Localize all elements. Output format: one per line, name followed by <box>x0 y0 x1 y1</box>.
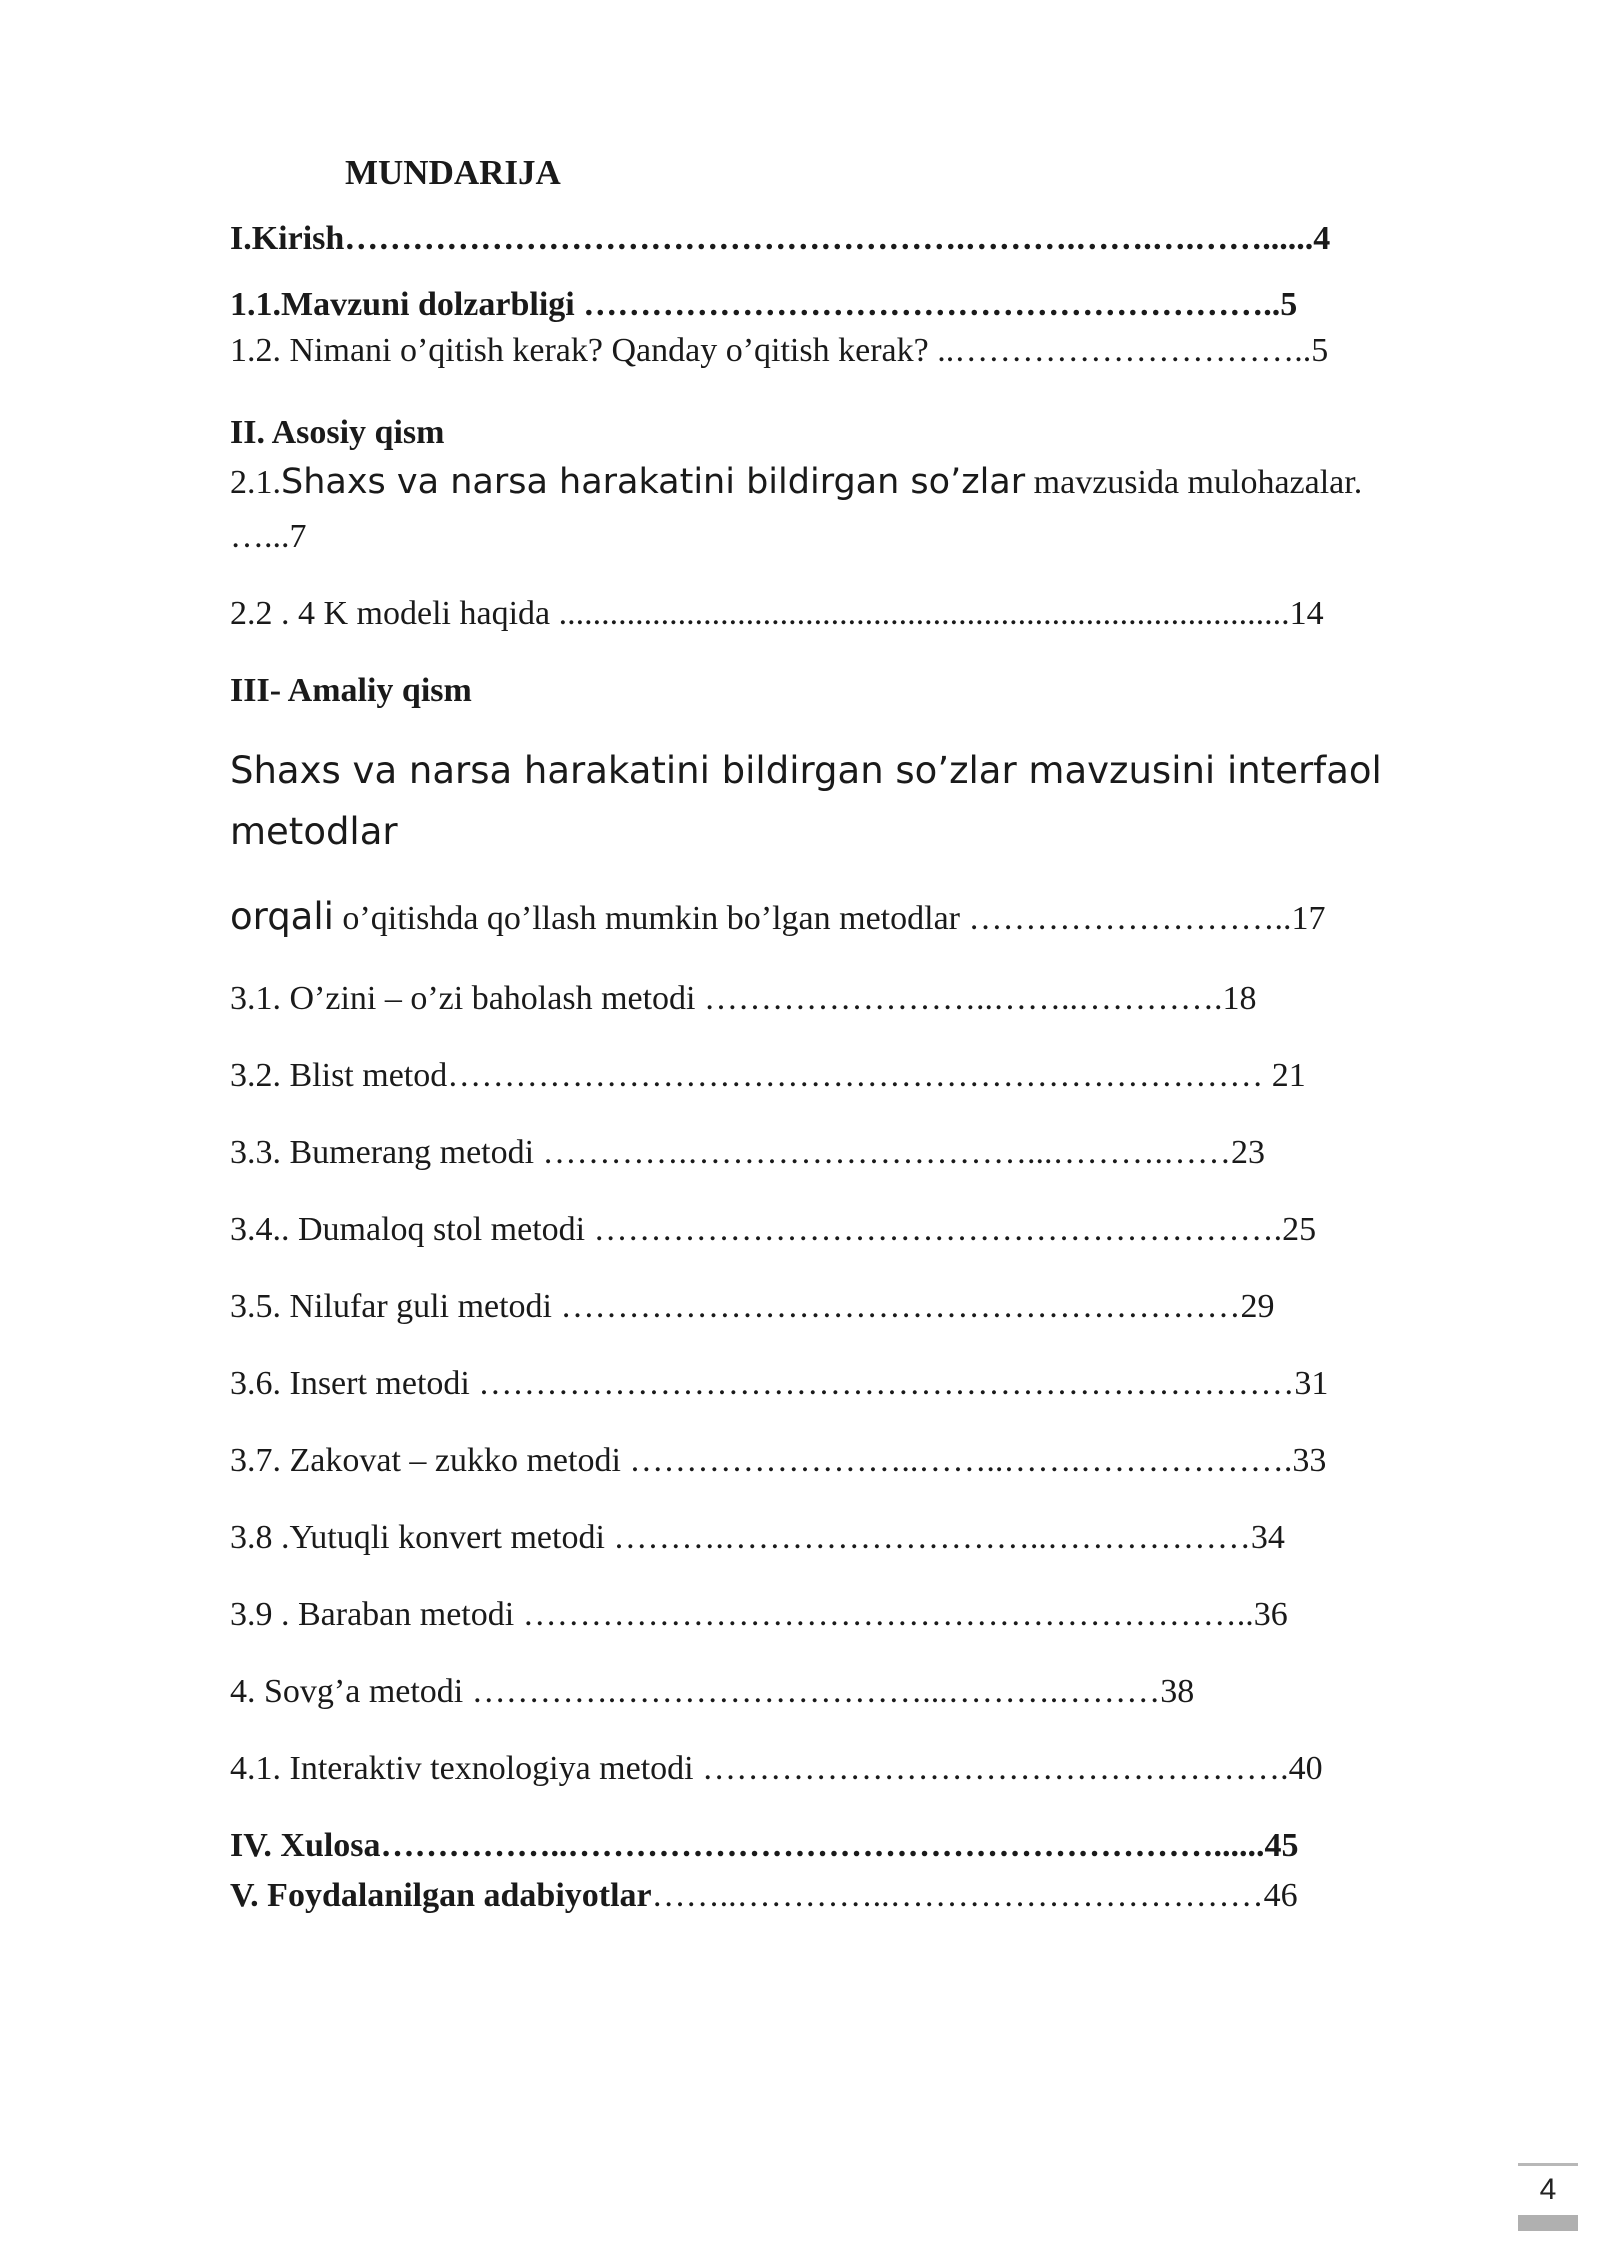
toc-entry-kirish: I.Kirish……………………………………………….……….…….….……......4 <box>230 220 1331 257</box>
toc-entry-adabiyotlar <box>230 1876 1298 1916</box>
toc-entry-xulosa: IV. Xulosa……………..…………………………………………………......45 <box>230 1827 1299 1864</box>
toc-entry-3-3: 3.3. Bumerang metodi ………….…………………………...……….……23 <box>230 1134 1266 1171</box>
toc-section-asosiy-qism: II. Asosiy qism <box>230 414 445 451</box>
toc-entry-1-2: 1.2. Nimani o’qitish kerak? Qanday o’qitish kerak? ..…………………………..5 <box>230 332 1329 369</box>
toc-entry-2-1-prefix: 2.1. <box>230 464 281 501</box>
toc-entry-3-5: 3.5. Nilufar guli metodi ……………………………………………………29 <box>230 1288 1275 1325</box>
toc-entry-3-2: 3.2. Blist metod……………………………………………………………… 21 <box>230 1057 1306 1094</box>
toc-entry-3-4: 3.4.. Dumaloq stol metodi …………………………………………………….25 <box>230 1211 1317 1248</box>
toc-amaliy-intro-line-3 <box>230 897 1325 939</box>
toc-title: MUNDARIJA <box>345 153 561 192</box>
toc-entry-adabiyotlar-leader: ……..…………..……………………………46 <box>651 1877 1298 1914</box>
toc-entry-2-1-suffix: mavzusida mulohazalar. <box>1025 464 1363 501</box>
page-number-badge <box>1518 2163 1578 2233</box>
page-number: 4 <box>1539 2173 1557 2206</box>
toc-section-amaliy-qism: III- Amaliy qism <box>230 672 472 709</box>
toc-amaliy-intro-word: orqali <box>230 895 334 938</box>
toc-entry-2-1 <box>230 462 1362 503</box>
page-number-bottom-bar <box>1518 2215 1578 2231</box>
page-number-top-rule <box>1518 2163 1578 2166</box>
toc-entry-4-1: 4.1. Interaktiv texnologiya metodi …………………………………………….40 <box>230 1750 1323 1787</box>
toc-entry-2-1-page: …...7 <box>230 518 307 555</box>
toc-amaliy-intro-line-2: metodlar <box>230 810 398 853</box>
toc-entry-3-9: 3.9 . Baraban metodi ………………………………………………………..36 <box>230 1596 1288 1633</box>
toc-entry-3-8: 3.8 .Yutuqli konvert metodi ……….………………………..………………34 <box>230 1519 1285 1556</box>
toc-amaliy-intro-rest: o’qitishda qo’llash mumkin bo’lgan metodlar ………………………..17 <box>333 900 1326 937</box>
toc-entry-3-1: 3.1. O’zini – o’zi baholash metodi ……………………..……..………….18 <box>230 980 1257 1017</box>
toc-entry-4: 4. Sovg’a metodi ………….………………………...……….………38 <box>230 1673 1195 1710</box>
toc-entry-3-7: 3.7. Zakovat – zukko metodi ……………………..……..…….……………….33 <box>230 1442 1327 1479</box>
toc-entry-3-6: 3.6. Insert metodi ………………………………………………………………31 <box>230 1365 1329 1402</box>
toc-entry-adabiyotlar-label: V. Foydalanilgan adabiyotlar <box>230 1877 652 1914</box>
toc-entry-2-1-topic: Shaxs va narsa harakatini bildirgan so’zlar <box>281 462 1026 502</box>
toc-amaliy-intro-line-1: Shaxs va narsa harakatini bildirgan so’zlar mavzusini interfaol <box>230 749 1382 792</box>
toc-entry-2-2: 2.2 . 4 K modeli haqida ......................................................................................14 <box>230 595 1324 632</box>
toc-entry-1-1: 1.1.Mavzuni dolzarbligi ……………………………………………………..5 <box>230 286 1298 323</box>
